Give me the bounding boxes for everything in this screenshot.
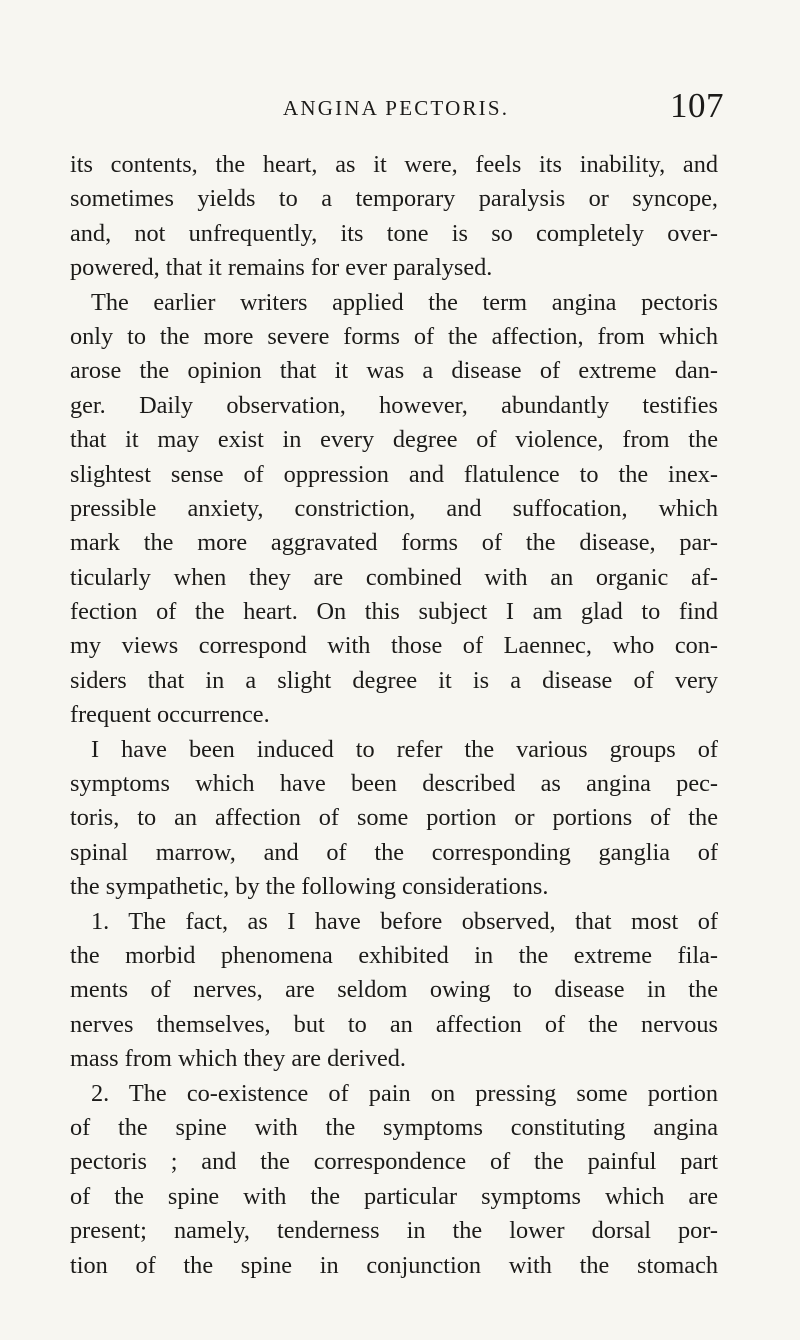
text-line: pectoris ; and the correspondence of the painful part: [70, 1148, 718, 1176]
text-line: only to the more severe forms of the affection, from which: [70, 322, 718, 350]
text-line: that it may exist in every degree of violence, from the: [70, 426, 718, 454]
text-line: sometimes yields to a temporary paralysis or syncope,: [70, 185, 718, 213]
text-line: of the spine with the symptoms constituting angina: [70, 1113, 718, 1141]
text-line: 2. The co-existence of pain on pressing some portion: [91, 1079, 718, 1107]
running-head: [0, 86, 800, 134]
text-line: symptoms which have been described as angina pec-: [70, 770, 718, 798]
text-line: 1. The fact, as I have before observed, that most of: [91, 907, 718, 935]
text-line: ger. Daily observation, however, abundantly testifies: [70, 391, 718, 419]
text-line: mass from which they are derived.: [70, 1045, 406, 1073]
text-line: present; namely, tenderness in the lower dorsal por-: [70, 1217, 718, 1245]
running-title: ANGINA PECTORIS.: [283, 96, 510, 120]
page-number: 107: [670, 86, 724, 125]
text-line: slightest sense of oppression and flatulence to the inex-: [70, 460, 718, 488]
text-line: my views correspond with those of Laennec, who con-: [70, 632, 718, 660]
text-line: pressible anxiety, constriction, and suffocation, which: [70, 494, 718, 522]
text-line: and, not unfrequently, its tone is so completely over-: [70, 219, 718, 247]
text-line: spinal marrow, and of the corresponding ganglia of: [70, 838, 718, 866]
text-line: nerves themselves, but to an affection of the nervous: [70, 1010, 718, 1038]
text-line: siders that in a slight degree it is a disease of very: [70, 666, 718, 694]
body-text: [70, 148, 718, 1283]
text-line: fection of the heart. On this subject I am glad to find: [70, 598, 718, 626]
text-line: ticularly when they are combined with an organic af-: [70, 563, 718, 591]
text-line: I have been induced to refer the various groups of: [91, 735, 718, 763]
text-line: powered, that it remains for ever paralysed.: [70, 254, 493, 282]
text-line: frequent occurrence.: [70, 701, 270, 729]
text-line: tion of the spine in conjunction with the stomach: [70, 1251, 718, 1279]
text-line: toris, to an affection of some portion or portions of the: [70, 804, 718, 832]
text-line: The earlier writers applied the term angina pectoris: [91, 288, 718, 316]
text-line: arose the opinion that it was a disease of extreme dan-: [70, 357, 718, 385]
text-line: the sympathetic, by the following considerations.: [70, 873, 549, 901]
text-line: of the spine with the particular symptoms which are: [70, 1182, 718, 1210]
text-line: the morbid phenomena exhibited in the extreme fila-: [70, 941, 718, 969]
text-line: ments of nerves, are seldom owing to disease in the: [70, 976, 718, 1004]
text-line: its contents, the heart, as it were, feels its inability, and: [70, 151, 718, 178]
text-line: mark the more aggravated forms of the disease, par-: [70, 529, 718, 557]
